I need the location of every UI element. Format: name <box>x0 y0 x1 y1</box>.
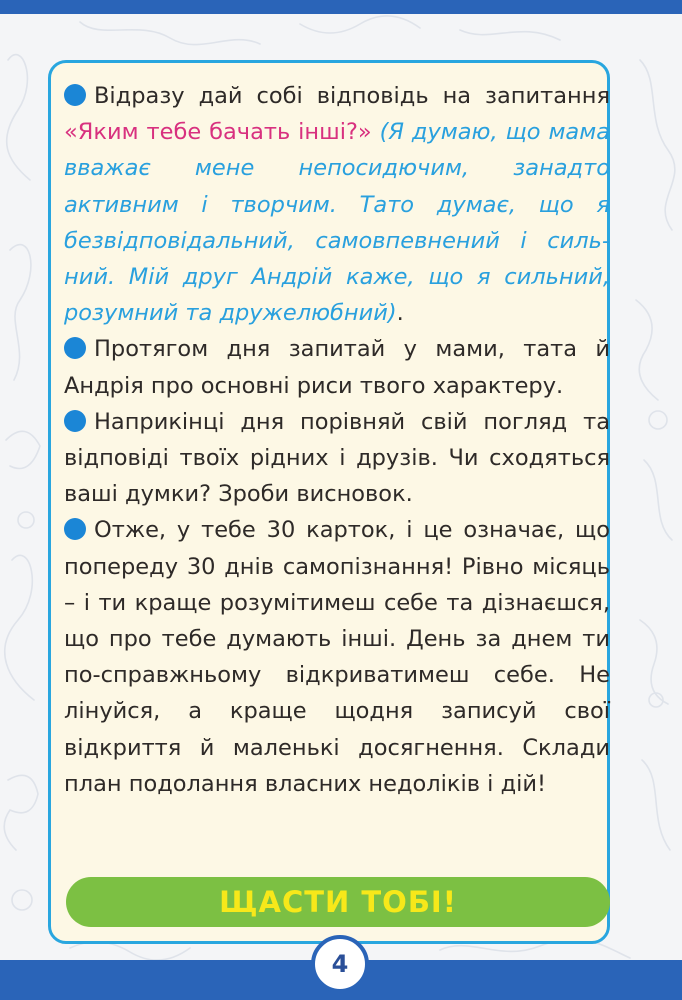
paragraph-1 <box>64 78 610 331</box>
good-luck-banner <box>66 877 610 927</box>
paragraph-4-text: Отже, у тебе 30 карток, і це означає, що попереду 30 днів самопізнання! Рівно місяць – і ти краще розумітимеш себе та дізнаєшся, що про тебе думають інші. День за днем ти по-справжньому відкриватимеш себе. Не лінуйся, а краще щодня записуй свої відкриття й маленькі досягнення. Склади план подолання власних недоліків і дій! <box>64 517 610 797</box>
question-highlight: «Яким тебе бачать інші?» <box>64 119 372 146</box>
paragraph-3-text: Наприкінці дня порівняй свій погляд та відповіді твоїх рідних і друзів. Чи сходяться ваші думки? Зроби висновок. <box>64 408 610 508</box>
page-number: 4 <box>331 950 349 978</box>
paragraph-1-intro: Відразу дай собі відповідь на запитання <box>94 83 610 109</box>
paragraph-4 <box>64 512 610 802</box>
paragraph-2 <box>64 331 610 403</box>
instructions-text <box>64 78 610 802</box>
paragraph-1-ending: . <box>396 300 404 327</box>
bullet-dot-icon <box>64 84 86 106</box>
banner-text: ЩАСТИ ТОБІ! <box>219 885 457 919</box>
bullet-dot-icon <box>64 410 86 432</box>
bullet-dot-icon <box>64 518 86 540</box>
paragraph-2-text: Протягом дня запитай у мами, тата й Андрія про основні риси твого характеру. <box>64 336 610 399</box>
example-note: (Я думаю, що мама вважає мене непосидючим, занадто активним і творчим. Тато думає, що я безвідповідальний, самовпевнений і сильний. Мій друг Андрій каже, що я сильний, розумний та дружелюбний) <box>64 119 610 327</box>
page-number-badge <box>311 935 369 993</box>
paragraph-3 <box>64 404 610 513</box>
bullet-dot-icon <box>64 337 86 359</box>
